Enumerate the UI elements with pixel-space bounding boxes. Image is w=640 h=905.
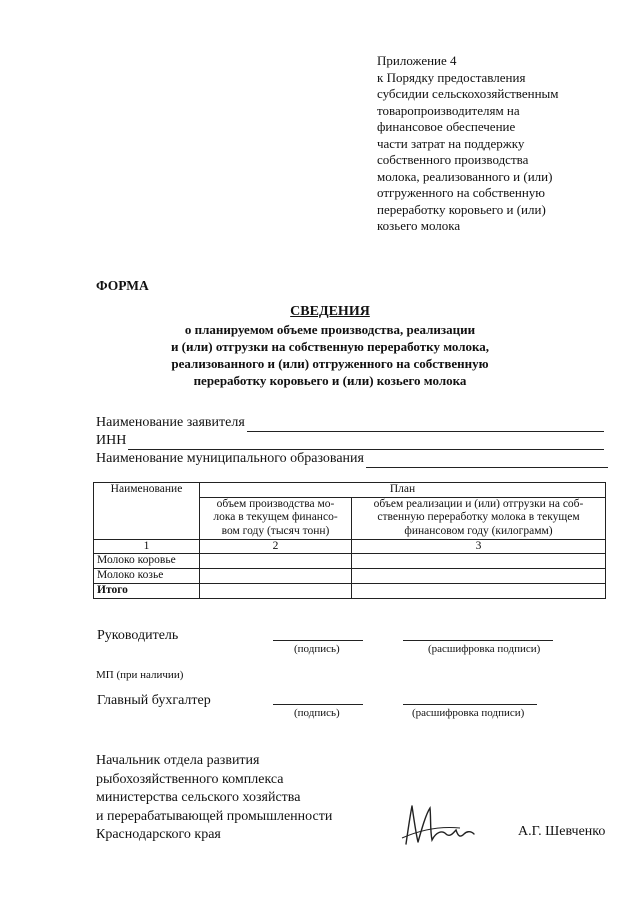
document-heading — [110, 303, 550, 389]
appendix-line: к Порядку предоставления — [377, 69, 526, 85]
table-cell[interactable] — [352, 569, 606, 584]
head-label: Руководитель — [97, 628, 179, 643]
appendix-line: переработку коровьего и (или) — [377, 201, 546, 217]
table-cell[interactable] — [352, 554, 606, 569]
applicant-label: Наименование заявителя — [96, 415, 245, 430]
appendix-line: отгруженного на собственную — [377, 185, 546, 200]
municipality-label: Наименование муниципального образования — [96, 451, 364, 466]
decoding-caption: (расшифровка подписи) — [428, 643, 541, 655]
head-signature-line[interactable] — [273, 640, 363, 641]
table-row — [94, 584, 606, 599]
applicant-input-line[interactable] — [247, 419, 604, 432]
header-plan: План — [200, 483, 606, 498]
footer-block — [96, 752, 332, 845]
footer-line: и перерабатывающей промышленности — [96, 808, 333, 824]
stamp-label: МП (при наличии) — [96, 669, 184, 681]
signature-caption: (подпись) — [294, 643, 340, 655]
table-row — [94, 569, 606, 584]
row-label: Молоко коровье — [94, 554, 200, 569]
row-label: Итого — [94, 584, 200, 599]
header-name: Наименование — [94, 483, 200, 540]
applicant-field — [96, 414, 604, 432]
appendix-line: финансовое обеспечение — [377, 119, 516, 134]
heading-line: реализованного и (или) отгруженного на собственную — [171, 356, 489, 371]
appendix-block — [377, 53, 617, 235]
handwritten-signature — [400, 800, 480, 850]
row-label: Молоко козье — [94, 569, 200, 584]
table-cell[interactable] — [200, 554, 352, 569]
header-sales: объем реализации и (или) отгрузки на соб- ственную переработку молока в текущем финансовом году (килограмм) — [352, 497, 606, 539]
header-production: объем производства мо- лока в текущем финансо- вом году (тысяч тонн) — [200, 497, 352, 539]
heading-line: переработку коровьего и (или) козьего молока — [193, 373, 467, 388]
heading-line: о планируемом объеме производства, реализации — [184, 322, 476, 337]
appendix-line: части затрат на поддержку — [377, 135, 525, 151]
table-cell[interactable] — [200, 584, 352, 599]
footer-line: министерства сельского хозяйства — [96, 790, 301, 805]
accountant-signature-line[interactable] — [273, 704, 363, 705]
table-cell[interactable] — [200, 569, 352, 584]
document-title: СВЕДЕНИЯ — [290, 304, 370, 319]
signature-caption: (подпись) — [294, 707, 340, 719]
appendix-line: товаропроизводителям на — [377, 102, 520, 118]
heading-line: и (или) отгрузки на собственную переработку молока, — [170, 339, 490, 354]
municipality-field — [96, 450, 608, 468]
form-label: ФОРМА — [96, 278, 149, 293]
appendix-line: молока, реализованного и (или) — [377, 168, 553, 184]
accountant-label: Главный бухгалтер — [97, 693, 211, 708]
footer-line: рыбохозяйственного комплекса — [96, 771, 284, 787]
inn-field — [96, 432, 604, 450]
municipality-input-line[interactable] — [366, 455, 608, 468]
head-decoding-line[interactable] — [403, 640, 553, 641]
plan-table — [93, 482, 606, 599]
inn-input-line[interactable] — [128, 437, 604, 450]
col-number: 1 — [94, 539, 200, 554]
inn-label: ИНН — [96, 433, 127, 448]
footer-line: Начальник отдела развития — [96, 753, 260, 768]
table-row — [94, 554, 606, 569]
appendix-line: козьего молока — [377, 218, 461, 233]
footer-line: Краснодарского края — [96, 827, 221, 842]
table-cell[interactable] — [352, 584, 606, 599]
appendix-line: субсидии сельскохозяйственным — [377, 86, 559, 101]
appendix-line: собственного производства — [377, 152, 529, 167]
appendix-line: Приложение 4 — [377, 53, 457, 68]
col-number: 3 — [352, 539, 606, 554]
decoding-caption: (расшифровка подписи) — [412, 707, 525, 719]
signatory-name: А.Г. Шевченко — [518, 824, 606, 839]
accountant-decoding-line[interactable] — [403, 704, 537, 705]
col-number: 2 — [200, 539, 352, 554]
